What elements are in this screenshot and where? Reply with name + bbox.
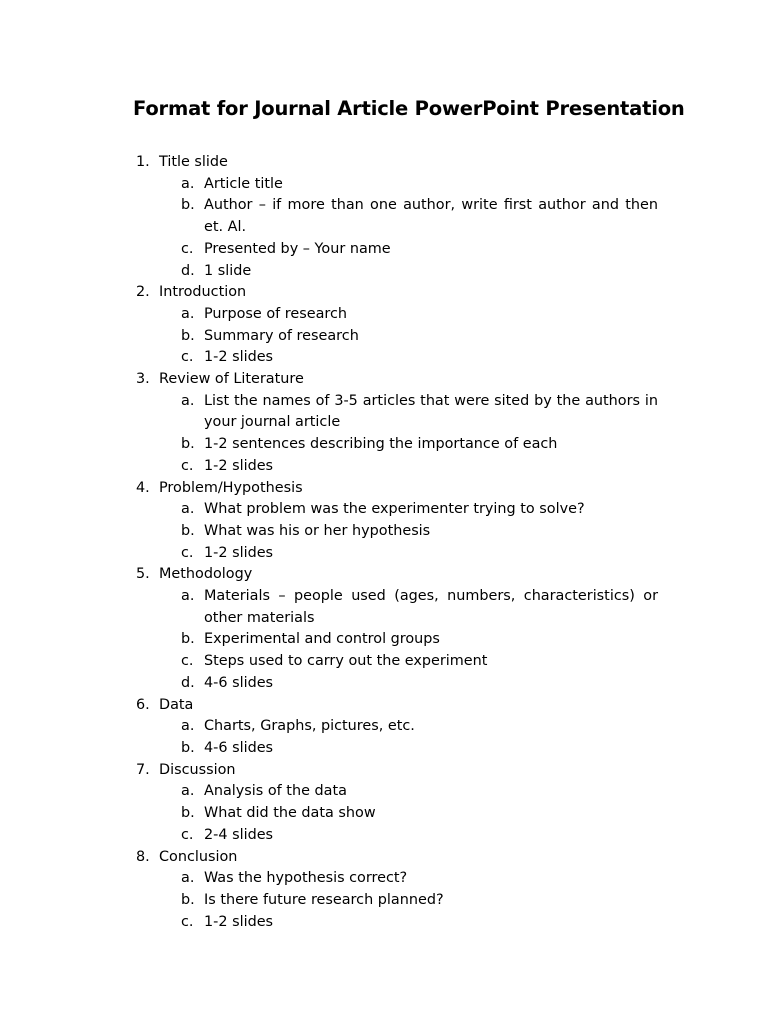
sub-item-letter: c. — [181, 240, 194, 257]
sub-item-text: What problem was the experimenter trying to solve? — [204, 501, 585, 518]
sub-item-text: Analysis of the data — [204, 783, 347, 800]
sub-item-letter: b. — [181, 327, 195, 344]
outline-section-6 — [0, 695, 770, 760]
sub-item-text: Is there future research planned? — [204, 891, 444, 908]
sub-item-list — [0, 586, 770, 695]
sub-item — [0, 629, 658, 651]
sub-item — [0, 890, 658, 912]
section-header — [0, 760, 770, 782]
sub-item-letter: c. — [181, 653, 194, 670]
sub-item-text: 1-2 slides — [204, 349, 274, 366]
sub-item — [0, 456, 658, 478]
sub-item-letter: b. — [181, 805, 195, 822]
sub-item-letter: b. — [181, 197, 195, 214]
sub-item — [0, 738, 658, 760]
sub-item — [0, 868, 658, 890]
sub-item-text: Was the hypothesis correct? — [204, 870, 408, 887]
sub-item — [0, 912, 658, 934]
sub-item — [0, 586, 658, 629]
sub-item-text: Author – if more than one author, write first author and then et. Al. — [204, 197, 658, 236]
section-title: Problem/Hypothesis — [159, 479, 303, 496]
sub-item-letter: a. — [181, 175, 195, 192]
section-number: 4. — [136, 479, 150, 496]
sub-item-letter: a. — [181, 783, 195, 800]
section-title: Review of Literature — [159, 371, 304, 388]
outline-section-2 — [0, 282, 770, 369]
outline-section-5 — [0, 564, 770, 694]
sub-item-letter: a. — [181, 870, 195, 887]
section-title: Title slide — [159, 154, 228, 170]
sub-item — [0, 499, 658, 521]
section-header — [0, 152, 770, 174]
sub-item-letter: a. — [181, 718, 195, 735]
document-title: Format for Journal Article PowerPoint Presentation — [133, 97, 685, 120]
sub-item — [0, 521, 658, 543]
section-title: Conclusion — [159, 848, 238, 865]
sub-item-text: 1 slide — [204, 262, 252, 279]
sub-item — [0, 434, 658, 456]
sub-item-list — [0, 781, 770, 846]
section-title: Introduction — [159, 284, 247, 301]
sub-item-list — [0, 174, 770, 283]
section-header — [0, 847, 770, 869]
sub-item-letter: b. — [181, 631, 195, 648]
section-number: 5. — [136, 566, 150, 583]
sub-item-text: Presented by – Your name — [204, 240, 391, 257]
section-header — [0, 478, 770, 500]
sub-item — [0, 651, 658, 673]
sub-item — [0, 781, 658, 803]
sub-item-letter: b. — [181, 522, 195, 539]
outline-section-1 — [0, 152, 770, 282]
section-header — [0, 564, 770, 586]
section-header — [0, 695, 770, 717]
sub-item-letter: a. — [181, 501, 195, 518]
sub-item-text: Materials – people used (ages, numbers, characteristics) or other materials — [204, 588, 658, 626]
sub-item — [0, 347, 658, 369]
sub-item-letter: c. — [181, 544, 194, 561]
sub-item-letter: c. — [181, 826, 194, 843]
sub-item-list — [0, 868, 770, 933]
sub-item-text: What did the data show — [204, 805, 376, 822]
section-title: Discussion — [159, 761, 236, 778]
sub-item-text: Experimental and control groups — [204, 631, 440, 648]
section-number: 8. — [136, 848, 150, 865]
sub-item — [0, 825, 658, 847]
sub-item-text: Summary of research — [204, 327, 359, 344]
section-header — [0, 369, 770, 391]
sub-item-text: Article title — [204, 175, 283, 192]
sub-item-list — [0, 499, 770, 564]
section-number: 1. — [136, 154, 150, 170]
sub-item-letter: d. — [181, 262, 195, 279]
sub-item-text: Purpose of research — [204, 305, 348, 322]
section-number: 7. — [136, 761, 150, 778]
sub-item-text: 1-2 slides — [204, 913, 274, 930]
sub-item-letter: c. — [181, 457, 194, 474]
outline-section-4 — [0, 478, 770, 565]
sub-item-list — [0, 391, 770, 478]
sub-item — [0, 803, 658, 825]
sub-item — [0, 716, 658, 738]
section-number: 3. — [136, 371, 150, 388]
sub-item-text: 4-6 slides — [204, 739, 274, 756]
sub-item-text: 1-2 slides — [204, 544, 274, 561]
sub-item — [0, 239, 658, 261]
sub-item-text: 1-2 slides — [204, 457, 274, 474]
section-title: Data — [159, 696, 194, 713]
sub-item-letter: b. — [181, 739, 195, 756]
sub-item-list — [0, 716, 770, 759]
sub-item — [0, 673, 658, 695]
sub-item-text: Charts, Graphs, pictures, etc. — [204, 718, 415, 735]
outline-section-8 — [0, 847, 770, 934]
sub-item — [0, 261, 658, 283]
section-number: 6. — [136, 696, 150, 713]
sub-item-text: Steps used to carry out the experiment — [204, 653, 488, 670]
sub-item — [0, 304, 658, 326]
sub-item-list — [0, 304, 770, 369]
sub-item — [0, 391, 658, 434]
sub-item — [0, 326, 658, 348]
section-number: 2. — [136, 284, 150, 301]
sub-item-letter: c. — [181, 913, 194, 930]
sub-item — [0, 195, 658, 238]
section-header — [0, 282, 770, 304]
sub-item-text: What was his or her hypothesis — [204, 522, 431, 539]
sub-item-text: 2-4 slides — [204, 826, 274, 843]
sub-item-letter: b. — [181, 891, 195, 908]
sub-item — [0, 174, 658, 196]
sub-item-text: List the names of 3-5 articles that were sited by the authors in your journal article — [204, 392, 658, 431]
outline-section-7 — [0, 760, 770, 847]
sub-item-text: 1-2 sentences describing the importance of each — [204, 436, 558, 453]
sub-item-letter: b. — [181, 436, 195, 453]
sub-item-letter: a. — [181, 392, 195, 409]
sub-item-letter: d. — [181, 674, 195, 691]
sub-item-text: 4-6 slides — [204, 674, 274, 691]
sub-item-letter: c. — [181, 349, 194, 366]
sub-item-letter: a. — [181, 588, 195, 605]
sub-item — [0, 543, 658, 565]
section-title: Methodology — [159, 566, 253, 583]
outline-section-3 — [0, 369, 770, 478]
sub-item-letter: a. — [181, 305, 195, 322]
outline-list — [0, 152, 770, 933]
